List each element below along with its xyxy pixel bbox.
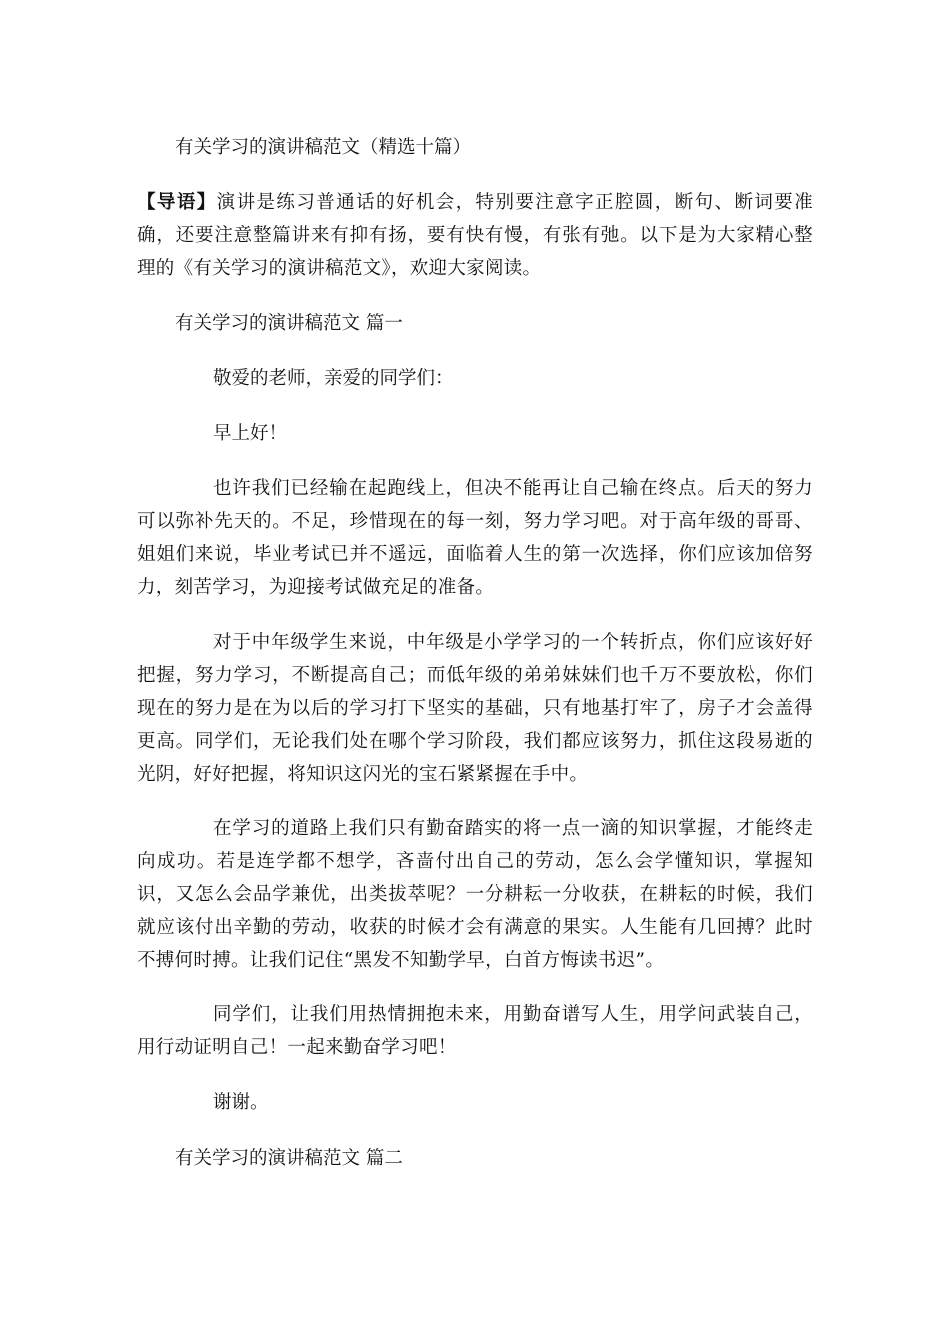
intro-paragraph — [137, 186, 813, 285]
body-paragraph-1: 也许我们已经输在起跑线上，但决不能再让自己输在终点。后天的努力可以弥补先天的。不足，珍惜现在的每一刻，努力学习吧。对于高年级的哥哥、姐姐们来说，毕业考试已并不遥远，面临着人生的第一次选择，你们应该加倍努力，刻苦学习，为迎接考试做充足的准备。 — [137, 478, 813, 598]
thanks-line: 谢谢。 — [213, 1092, 269, 1113]
body-paragraph-4: 同学们，让我们用热情拥抱未来，用勤奋谱写人生，用学问武装自己，用行动证明自己！一起来勤奋学习吧！ — [137, 1004, 813, 1058]
intro-lead-label: 【导语】 — [137, 192, 217, 213]
section-heading-1: 有关学习的演讲稿范文 篇一 — [175, 313, 403, 334]
document-title: 有关学习的演讲稿范文（精选十篇） — [175, 137, 472, 158]
body-paragraph-2: 对于中年级学生来说，中年级是小学学习的一个转折点，你们应该好好把握，努力学习，不断提高自己；而低年级的弟弟妹妹们也千万不要放松，你们现在的努力是在为以后的学习打下坚实的基础，只有地基打牢了，房子才会盖得更高。同学们，无论我们处在哪个学习阶段，我们都应该努力，抓住这段易逝的光阴，好好把握，将知识这闪光的宝石紧紧握在手中。 — [137, 632, 813, 785]
section-heading-2: 有关学习的演讲稿范文 篇二 — [175, 1148, 403, 1169]
intro-text: 演讲是练习普通话的好机会，特别要注意字正腔圆，断句、断词要准确，还要注意整篇讲来有抑有扬，要有快有慢，有张有弛。以下是为大家精心整理的《有关学习的演讲稿范文》，欢迎大家阅读。 — [137, 192, 813, 279]
body-paragraph-3: 在学习的道路上我们只有勤奋踏实的将一点一滴的知识掌握，才能终走向成功。若是连学都不想学，吝啬付出自己的劳动，怎么会学懂知识，掌握知识，又怎么会品学兼优，出类拔萃呢？一分耕耘一分收获，在耕耘的时候，我们就应该付出辛勤的劳动，收获的时候才会有满意的果实。人生能有几回搏？此时不搏何时搏。让我们记住“黑发不知勤学早，白首方悔读书迟”。 — [137, 818, 813, 971]
greeting-line: 敬爱的老师，亲爱的同学们： — [213, 368, 454, 389]
morning-line: 早上好！ — [213, 423, 288, 444]
